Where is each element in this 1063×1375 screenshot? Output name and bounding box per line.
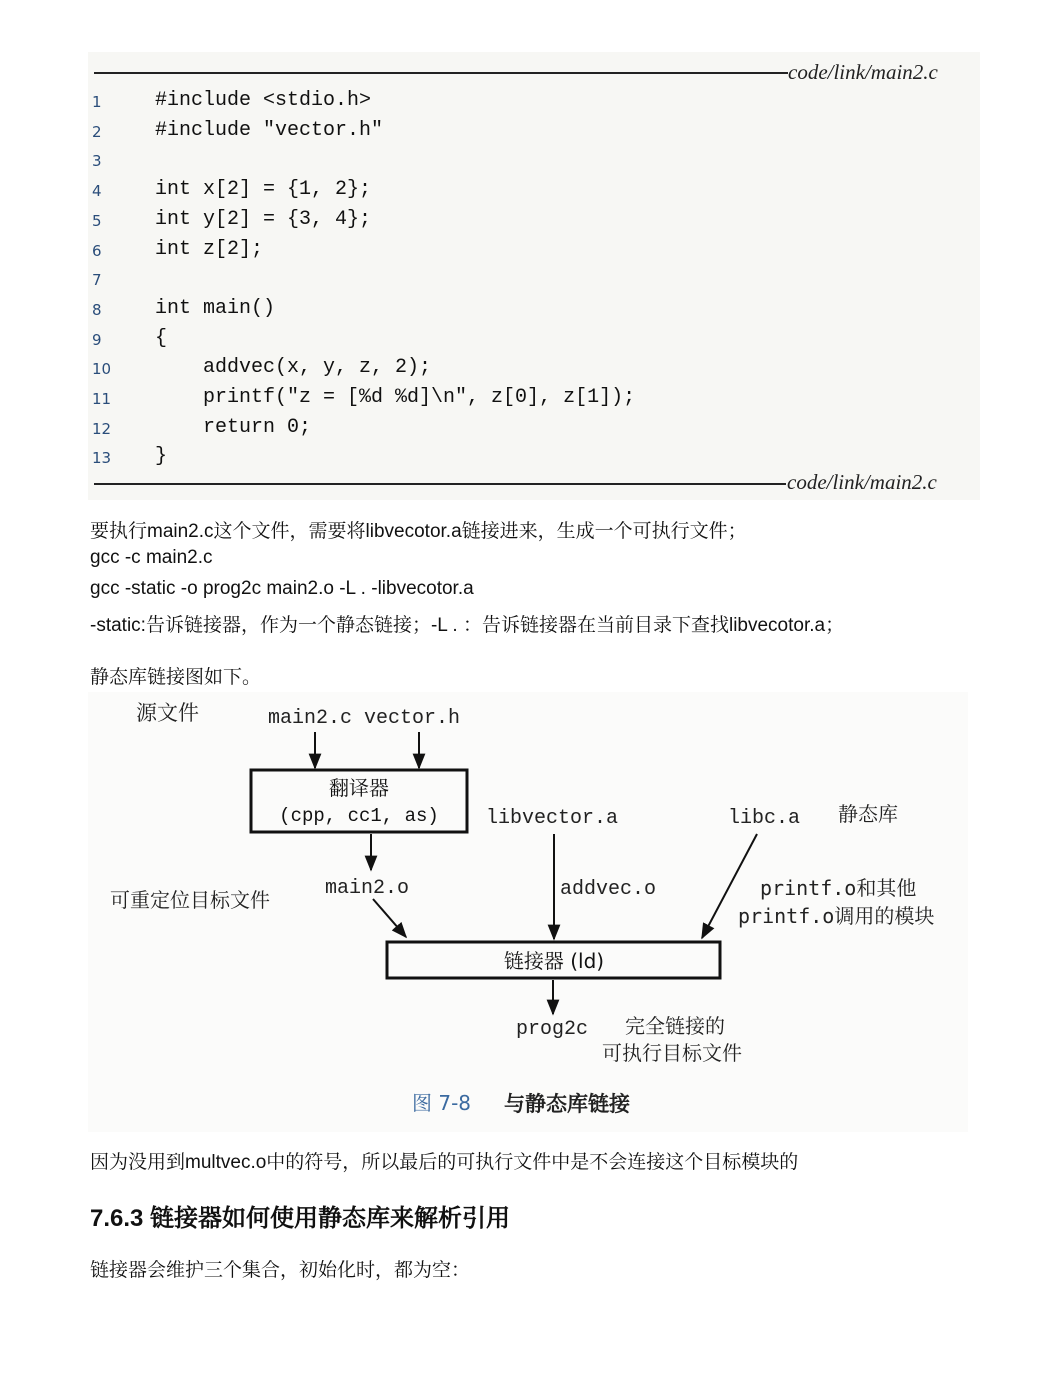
- paragraph-intro: 要执行main2.c这个文件，需要将libvecotor.a链接进来，生成一个可执行文件；: [90, 521, 747, 542]
- code-text: addvec(x, y, z, 2);: [155, 356, 432, 380]
- arrow-main2o: [373, 899, 406, 937]
- bottom-rule: [94, 483, 786, 485]
- line-number: 11: [92, 390, 112, 408]
- command-compile: gcc -c main2.c: [90, 547, 213, 568]
- code-listing: [88, 52, 980, 500]
- libvector-label: libvector.a: [486, 807, 619, 830]
- code-text: int z[2];: [155, 237, 264, 261]
- libc-label: libc.a: [728, 807, 801, 830]
- line-number: 9: [92, 330, 102, 349]
- code-line: [88, 234, 980, 264]
- code-line: [88, 144, 980, 174]
- code-text: {: [155, 326, 168, 350]
- top-rule: [94, 72, 788, 74]
- relocatable-label: 可重定位目标文件: [110, 888, 270, 912]
- figure-number: 图 7-8: [412, 1091, 472, 1115]
- source-files-label: 源文件: [136, 701, 199, 725]
- code-line: [88, 441, 980, 471]
- code-text: int y[2] = {3, 4};: [155, 207, 372, 231]
- code-line: [88, 293, 980, 323]
- file-label-bottom: code/link/main2.c: [787, 470, 937, 494]
- line-number: 10: [92, 360, 112, 379]
- addveco-label: addvec.o: [560, 878, 657, 901]
- code-line: [88, 412, 980, 442]
- main2o-label: main2.o: [325, 877, 410, 900]
- paragraph-multvec: 因为没用到multvec.o中的符号，所以最后的可执行文件中是不会连接这个目标模块的: [90, 1152, 799, 1173]
- line-number: 4: [92, 182, 102, 201]
- linker-label: 链接器 (ld): [503, 949, 605, 973]
- figure-title: 与静态库链接: [504, 1092, 630, 1116]
- translator-tools: (cpp, cc1, as): [279, 805, 439, 827]
- paragraph-options: -static:告诉链接器，作为一个静态链接；-L . ：告诉链接器在当前目录下查找libvecotor.a；: [90, 615, 845, 636]
- code-line: [88, 85, 980, 115]
- static-link-diagram: [88, 692, 968, 1132]
- diagram-svg: [88, 692, 968, 1132]
- paragraph-diagram-intro: 静态库链接图如下。: [90, 667, 262, 688]
- code-line: [88, 263, 980, 293]
- line-number: 12: [92, 419, 112, 438]
- line-number: 3: [92, 152, 102, 171]
- paragraph-sets: 链接器会维护三个集合，初始化时，都为空：: [90, 1260, 471, 1281]
- printf-line1: printf.o和其他: [760, 876, 917, 900]
- code-line: [88, 204, 980, 234]
- translator-title: 翻译器: [329, 776, 389, 800]
- printf-line2: printf.o调用的模块: [738, 904, 935, 928]
- code-text: int x[2] = {1, 2};: [155, 178, 372, 202]
- exec-line1: 完全链接的: [625, 1014, 725, 1038]
- exec-line2: 可执行目标文件: [602, 1041, 742, 1065]
- line-number: 8: [92, 300, 102, 319]
- code-line: [88, 115, 980, 145]
- line-number: 1: [92, 93, 102, 111]
- code-line: [88, 323, 980, 353]
- code-text: #include <stdio.h>: [155, 89, 372, 112]
- code-text: #include "vector.h": [155, 118, 384, 142]
- line-number: 6: [92, 241, 102, 260]
- code-line: [88, 352, 980, 382]
- section-heading: 7.6.3 链接器如何使用静态库来解析引用: [90, 1205, 511, 1232]
- source-files: main2.c vector.h: [268, 707, 461, 730]
- code-line: [88, 382, 980, 412]
- line-number: 13: [92, 449, 112, 468]
- line-number: 5: [92, 211, 102, 230]
- line-number: 2: [92, 122, 102, 141]
- line-number: 7: [92, 271, 102, 290]
- code-line: [88, 174, 980, 204]
- code-text: printf("z = [%d %d]\n", z[0], z[1]);: [155, 386, 636, 409]
- code-text: }: [155, 445, 168, 469]
- code-text: return 0;: [155, 415, 312, 439]
- command-link: gcc -static -o prog2c main2.o -L . -libvecotor.a: [90, 578, 474, 599]
- static-lib-label: 静态库: [838, 802, 898, 826]
- file-label-top: code/link/main2.c: [788, 60, 938, 84]
- prog2c-label: prog2c: [516, 1018, 589, 1041]
- code-text: int main(): [155, 296, 276, 320]
